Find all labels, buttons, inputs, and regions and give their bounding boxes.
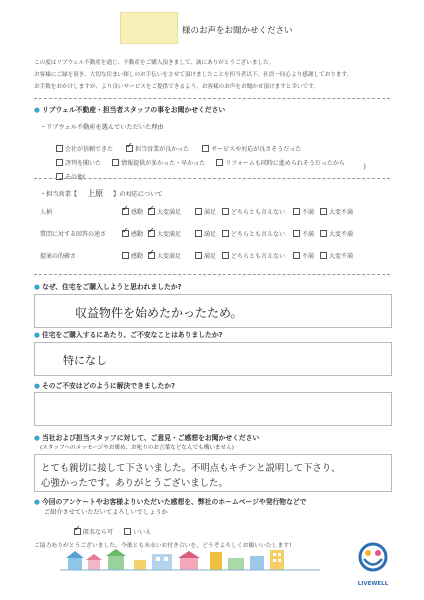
checkbox[interactable] [122,230,129,237]
q3-title: ● そのご不安はどのように解決できましたか? [34,382,176,390]
rating-label: ・担当営業【 上原 】の対応について [40,189,163,198]
logo-text: LIVEWELL [357,581,389,587]
permission-option-anonymous[interactable]: ✓匿名なら可 [74,529,113,536]
q2-answer: 特になし [63,354,107,367]
bullet-icon: ● [34,283,40,291]
rating-option-label: 大変満足 [157,253,182,260]
rating-option[interactable] [320,207,353,216]
q5-title-2: ご紹介させていただいてよろしいでしょうか [44,509,168,516]
rating-option-label: どちらとも言えない [231,253,286,260]
rating-option[interactable] [222,229,285,238]
rating-option-label: 大変満足 [157,231,182,238]
checkbox[interactable] [122,252,129,259]
reason-option[interactable]: ✓ 担当営業が良かった [126,146,189,153]
rating-option-label: 大変不満 [329,231,354,238]
rating-row-label: 質問に対する回答の速さ [40,231,107,238]
q4-title: ● 当社および担当スタッフに対して、ご意見・ご感想をお聞かせください [34,434,260,442]
reason-option-other[interactable]: その他( [56,174,85,181]
rating-option-label: 満足 [204,253,217,260]
checkbox[interactable] [293,230,300,237]
rating-option-label: どちらとも言えない [231,231,286,238]
checkbox[interactable] [320,252,327,259]
cityscape-illustration [60,548,320,572]
section-staff-title: ● リブウェル不動産・担当者スタッフの事をお聞かせください [34,106,226,114]
reason-option[interactable]: 情報提供が多かった・早かった [112,160,205,167]
rating-option[interactable] [293,207,314,216]
q5-title-1: ● 今回のアンケートやお客様よりいただいた感想を、弊社のホームページや発行物などで [34,498,307,506]
page-title: 様のお声をお聞かせください [182,26,293,36]
bullet-icon: ● [34,498,40,506]
rating-option-label: 感動 [131,209,144,216]
checkbox[interactable] [293,208,300,215]
bullet-icon: ● [34,382,40,390]
intro-line-2: お客様にご縁を頂き、大切な住まい探しのお手伝いをさせて頂けましたことを担当者以下、社員一同心より感謝しております。 [34,72,353,78]
rating-option[interactable] [122,251,143,260]
rating-option-label: 大変不満 [329,209,354,216]
divider [34,274,390,275]
bullet-icon: ● [34,434,40,442]
q3-answer-box[interactable] [34,392,392,426]
rating-option-label: 不満 [302,231,315,238]
livewell-logo [352,542,394,587]
rating-option[interactable] [195,207,216,216]
q4-answer-line-1: とても親切に接して下さいました。不明点もキチンと説明して下さり、 [41,463,341,474]
rating-option[interactable] [293,229,314,238]
thanks-message: ご協力ありがとうございました。今後とも末永いお付き合いを、どうぞよろしくお願いいたします! [34,543,292,549]
rating-option[interactable] [320,229,353,238]
rating-option-label: 満足 [204,231,217,238]
rating-option-label: 感動 [131,231,144,238]
q4-answer-line-2: 心強かったです。ありがとうございました。 [41,478,228,489]
rating-option[interactable] [222,251,285,260]
checkbox[interactable] [122,208,129,215]
checkbox[interactable] [195,208,202,215]
rating-option[interactable] [148,207,181,216]
divider [34,178,390,179]
q2-answer-box[interactable] [34,342,392,376]
reason-option[interactable]: 評判を聞いた [56,160,101,167]
q4-answer-box[interactable] [34,454,392,492]
rating-row-label: 提案の的確さ [40,253,77,260]
checkbox[interactable] [148,208,155,215]
rating-option-label: どちらとも言えない [231,209,286,216]
checkbox[interactable] [222,208,229,215]
checkbox[interactable] [195,230,202,237]
close-paren: ) [363,163,366,171]
divider [34,98,390,99]
reason-option[interactable]: リフォームも同時に進められそうだったから [216,160,345,167]
logo-icon [352,542,394,576]
checkbox[interactable] [222,252,229,259]
q2-title: ● 住宅をご購入するにあたり、ご不安なことはありましたか? [34,331,223,339]
rating-option[interactable] [148,251,181,260]
reason-label: ・リブウェル不動産を選んでいただいた理由 [40,124,164,131]
reason-option[interactable]: 会社が信頼できた [56,146,113,153]
checkbox[interactable] [320,230,327,237]
checkbox[interactable] [222,230,229,237]
rating-option-label: 大変満足 [157,209,182,216]
checkbox[interactable] [195,252,202,259]
customer-name-field[interactable] [120,12,178,44]
rating-option[interactable] [320,251,353,260]
q1-answer: 収益物件を始めたかったため。 [75,306,243,320]
rating-option-label: 不満 [302,209,315,216]
rating-option[interactable] [195,251,216,260]
reason-option[interactable]: サービスや対応が良さそうだった [202,146,301,153]
rating-option-label: 不満 [302,253,315,260]
q1-title: ● なぜ、住宅をご購入しようと思われましたか? [34,283,182,291]
rating-option[interactable] [195,229,216,238]
checkbox[interactable] [320,208,327,215]
rating-option-label: 大変不満 [329,253,354,260]
intro-line-1: この度はリブウェル不動産を通じ、不動産をご購入頂きまして、誠にありがとうございました。 [34,60,275,66]
rating-row-label: 人柄 [40,209,53,216]
q5-options [74,519,151,538]
rating-option[interactable] [222,207,285,216]
rating-option-label: 感動 [131,253,144,260]
bullet-icon: ● [34,106,40,114]
rating-option-label: 満足 [204,209,217,216]
checkbox[interactable] [293,252,300,259]
permission-option-no[interactable]: いいえ [124,529,151,536]
q4-subtitle: (スタッフへのメッセージやお褒め、お叱りのお言葉などなんでも構いません) [40,445,234,451]
reason-row-3 [56,164,366,183]
intro-line-3: お手数をおかけしますが、より良いサービスをご提供できるよう、お客様のお声をお聞かせ頂けますと幸いです。 [34,84,319,90]
q1-answer-box[interactable] [34,294,392,328]
checkbox[interactable] [148,252,155,259]
rating-option[interactable] [148,229,181,238]
checkbox[interactable] [148,230,155,237]
rating-option[interactable] [122,207,143,216]
rating-option[interactable] [293,251,314,260]
bullet-icon: ● [34,331,40,339]
rating-option[interactable] [122,229,143,238]
